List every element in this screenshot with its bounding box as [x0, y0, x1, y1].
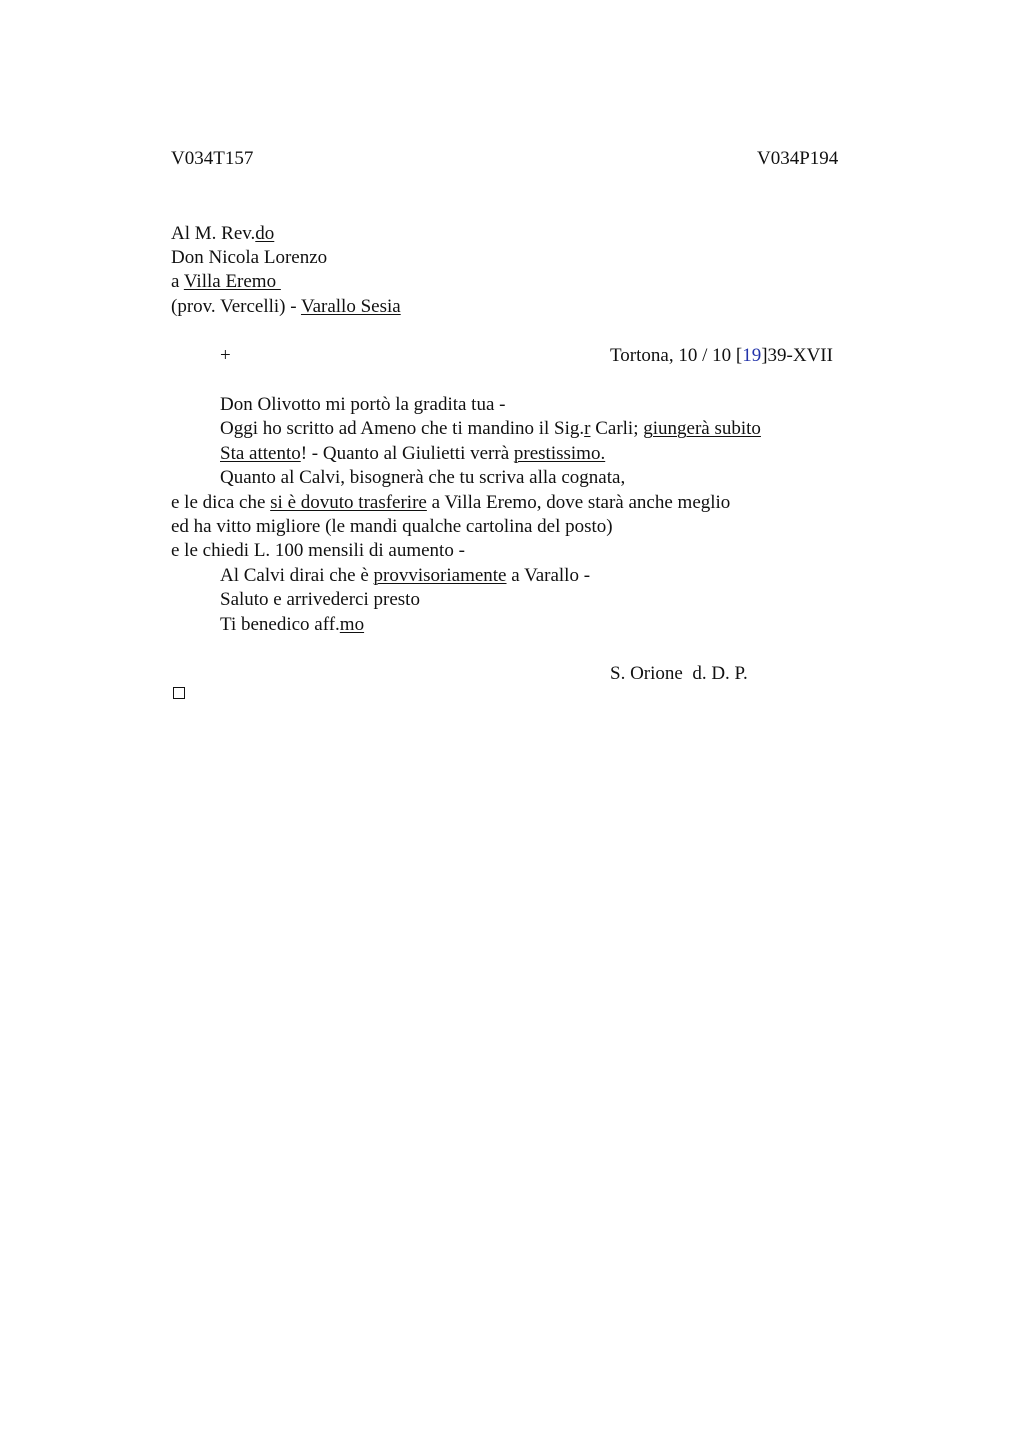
- body-line-2: [220, 419, 761, 438]
- date-place: Tortona, 10 / 10 [: [610, 345, 743, 366]
- text-run-underlined: si è dovuto trasferire: [270, 492, 427, 513]
- text-run-underlined: mo: [339, 614, 365, 635]
- dateline: [610, 346, 833, 365]
- body-line-9: Saluto e arrivederci presto: [220, 589, 420, 610]
- text-run: ! - Quanto al Giulietti verrà: [300, 443, 514, 464]
- signature: S. Orione d. D. P.: [610, 663, 748, 684]
- body-line-3: [220, 444, 605, 463]
- document-code-right: V034P194: [757, 148, 839, 169]
- body-line-10: [220, 615, 364, 634]
- body-line-1: Don Olivotto mi portò la gradita tua -: [220, 394, 506, 415]
- address-place: Villa Eremo: [183, 271, 281, 292]
- address-line-1: [171, 224, 274, 243]
- text-run-underlined: r: [584, 418, 591, 439]
- checkbox-square-icon: [173, 687, 185, 699]
- text-run: Carli;: [590, 418, 644, 439]
- text-run: a Varallo -: [506, 565, 591, 586]
- text-run: a Villa Eremo, dove starà anche meglio: [426, 492, 731, 513]
- body-line-6: ed ha vitto migliore (le mandi qualche cartolina del posto): [171, 516, 613, 537]
- address-line-4: [171, 297, 401, 316]
- body-line-4: Quanto al Calvi, bisognerà che tu scriva alla cognata,: [220, 467, 626, 488]
- address-title-suffix: do: [255, 223, 275, 244]
- cross-mark: +: [220, 345, 231, 366]
- text-run: Ti benedico aff.: [220, 614, 340, 635]
- date-year-rest: ]39-XVII: [761, 345, 833, 366]
- address-line-3: [171, 272, 281, 291]
- text-run-underlined: Sta attento: [220, 443, 301, 464]
- body-line-8: [220, 566, 590, 585]
- address-province: (prov. Vercelli) -: [171, 296, 301, 317]
- body-line-5: [171, 493, 730, 512]
- address-prefix: a: [171, 271, 184, 292]
- address-town: Varallo Sesia: [300, 296, 401, 317]
- text-run-underlined: giungerà subito: [643, 418, 761, 439]
- address-title: Al M. Rev.: [171, 223, 256, 244]
- text-run-underlined: provvisoriamente: [373, 565, 507, 586]
- document-code-left: V034T157: [171, 148, 254, 169]
- body-line-7: e le chiedi L. 100 mensili di aumento -: [171, 540, 465, 561]
- date-year-inserted: 19: [742, 345, 762, 366]
- text-run: Al Calvi dirai che è: [220, 565, 374, 586]
- text-run: Oggi ho scritto ad Ameno che ti mandino il Sig.: [220, 418, 585, 439]
- text-run-underlined: prestissimo.: [513, 443, 606, 464]
- text-run: e le dica che: [171, 492, 271, 513]
- address-line-2: Don Nicola Lorenzo: [171, 247, 328, 268]
